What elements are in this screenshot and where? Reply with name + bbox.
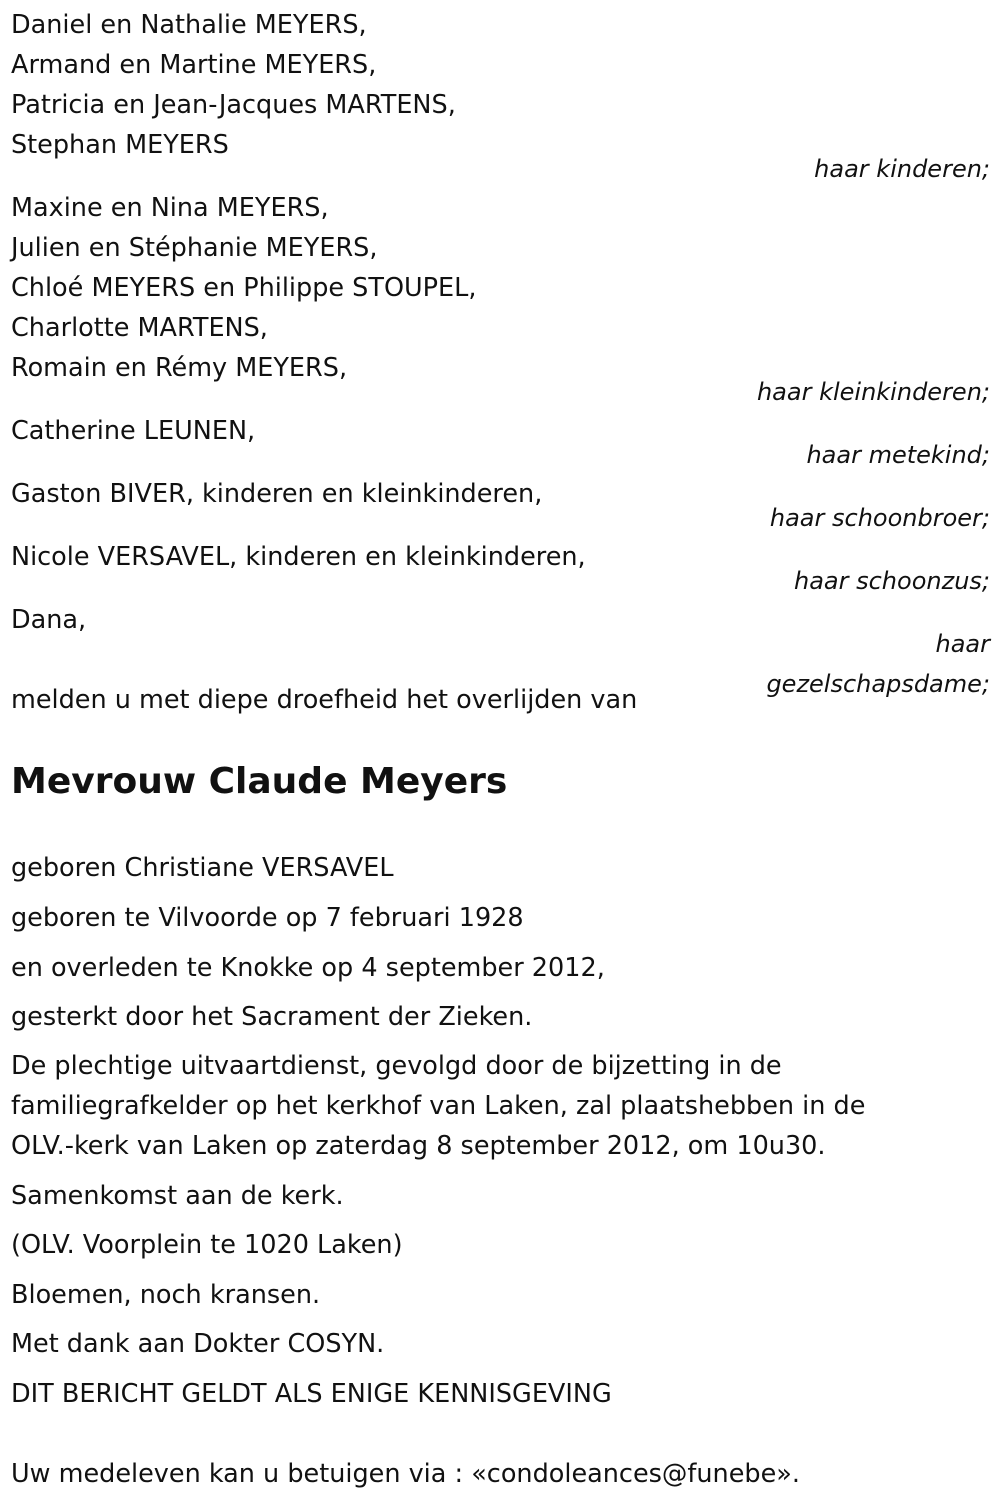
service-line: familiegrafkelder op het kerkhof van Laken, zal plaatshebben in de — [11, 1091, 866, 1121]
goddaughter-name: Catherine LEUNEN, — [11, 416, 256, 446]
grandchildren-relation: haar kleinkinderen; — [756, 378, 990, 406]
companion-relation-line1: haar — [935, 630, 990, 658]
brother-in-law-name: Gaston BIVER, kinderen en kleinkinderen, — [11, 479, 543, 509]
condolences-text: Uw medeleven kan u betuigen via : «condoleances@funebe». — [11, 1459, 800, 1489]
notice-text: DIT BERICHT GELDT ALS ENIGE KENNISGEVING — [11, 1379, 612, 1409]
sister-in-law-name: Nicole VERSAVEL, kinderen en kleinkinderen, — [11, 542, 586, 572]
grandchild-name: Charlotte MARTENS, — [11, 313, 268, 343]
child-name: Patricia en Jean-Jacques MARTENS, — [11, 90, 456, 120]
address-text: (OLV. Voorplein te 1020 Laken) — [11, 1230, 403, 1260]
service-line: De plechtige uitvaartdienst, gevolgd door de bijzetting in de — [11, 1051, 782, 1081]
sacrament-text: gesterkt door het Sacrament der Zieken. — [11, 1002, 533, 1032]
goddaughter-relation: haar metekind; — [806, 441, 990, 469]
thanks-text: Met dank aan Dokter COSYN. — [11, 1329, 385, 1359]
grandchild-name: Julien en Stéphanie MEYERS, — [11, 233, 378, 263]
birth-date: geboren te Vilvoorde op 7 februari 1928 — [11, 903, 524, 933]
flowers-text: Bloemen, noch kransen. — [11, 1280, 321, 1310]
child-name: Daniel en Nathalie MEYERS, — [11, 10, 367, 40]
children-relation: haar kinderen; — [814, 155, 990, 183]
gathering-text: Samenkomst aan de kerk. — [11, 1181, 344, 1211]
child-name: Armand en Martine MEYERS, — [11, 50, 377, 80]
deceased-name: Mevrouw Claude Meyers — [11, 761, 508, 802]
grandchild-name: Chloé MEYERS en Philippe STOUPEL, — [11, 273, 477, 303]
grandchild-name: Romain en Rémy MEYERS, — [11, 353, 348, 383]
service-line: OLV.-kerk van Laken op zaterdag 8 september 2012, om 10u30. — [11, 1131, 826, 1161]
sister-in-law-relation: haar schoonzus; — [793, 567, 990, 595]
brother-in-law-relation: haar schoonbroer; — [769, 504, 990, 532]
announcement-text: melden u met diepe droefheid het overlijden van — [11, 685, 638, 715]
birth-name: geboren Christiane VERSAVEL — [11, 853, 394, 883]
death-date: en overleden te Knokke op 4 september 2012, — [11, 953, 605, 983]
companion-relation-line2: gezelschapsdame; — [766, 670, 990, 698]
child-name: Stephan MEYERS — [11, 130, 229, 160]
grandchild-name: Maxine en Nina MEYERS, — [11, 193, 329, 223]
companion-name: Dana, — [11, 605, 87, 635]
